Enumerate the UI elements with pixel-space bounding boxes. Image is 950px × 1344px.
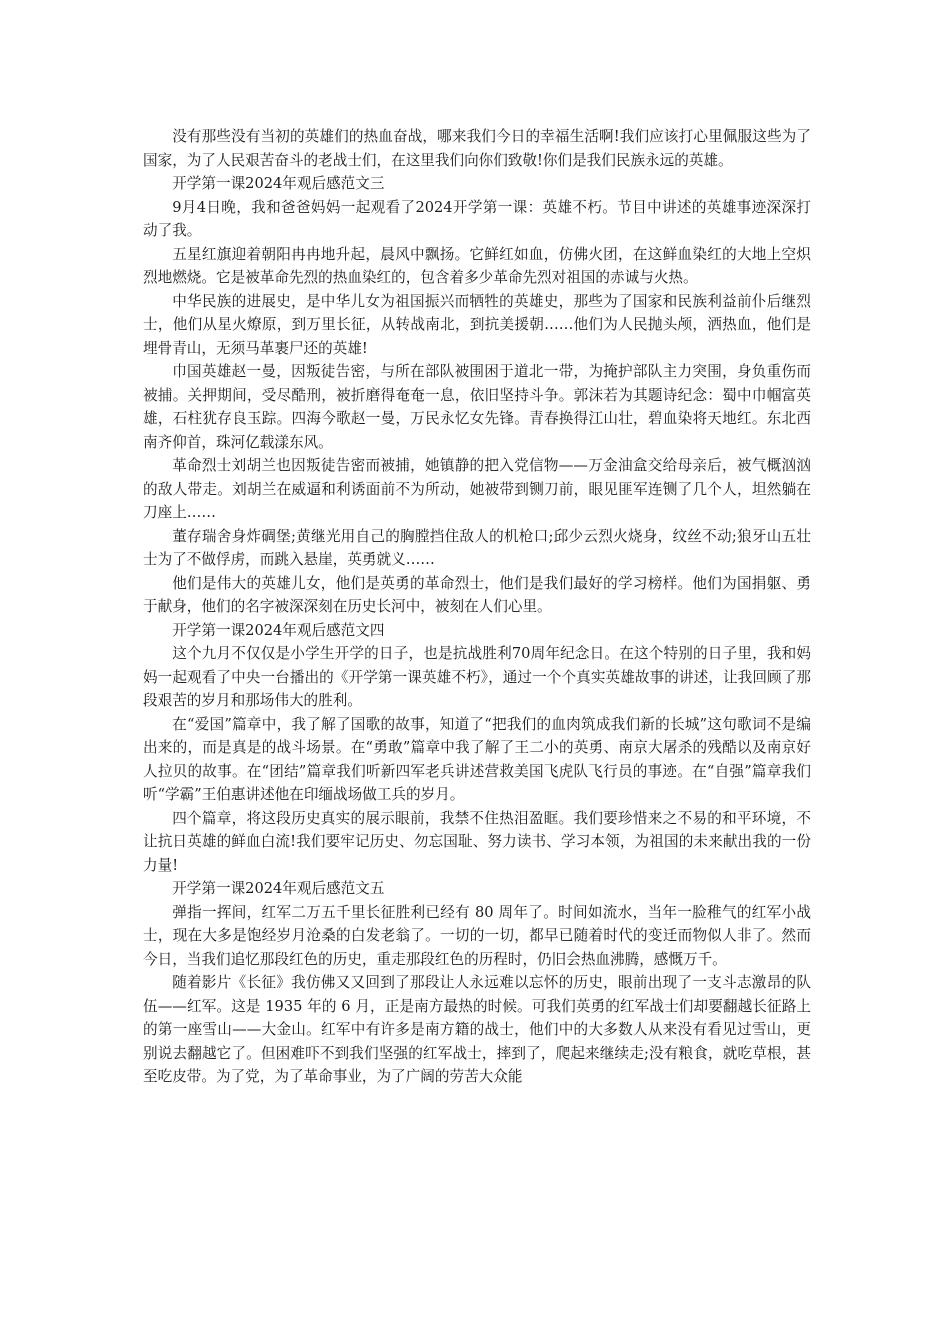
- paragraph: 中华民族的进展史，是中华儿女为祖国振兴而牺牲的英雄史，那些为了国家和民族利益前仆后继烈士，他们从星火燎原，到万里长征，从转战南北，到抗美援朝……他们为人民抛头颅，洒热血，他们是埋骨青山，无须马革裹尸还的英雄!: [143, 292, 811, 357]
- paragraph: 没有那些没有当初的英雄们的热血奋战，哪来我们今日的幸福生活啊!我们应该打心里佩服这些为了国家，为了人民艰苦奋斗的老战士们，在这里我们向你们致敬!你们是我们民族永远的英雄。: [143, 128, 811, 169]
- paragraph: 这个九月不仅仅是小学生开学的日子，也是抗战胜利70周年纪念日。在这个特别的日子里，我和妈妈一起观看了中央一台播出的《开学第一课英雄不朽》，通过一个个真实英雄故事的讲述，让我回顾了那段艰苦的岁月和那场伟大的胜利。: [143, 645, 811, 709]
- paragraph: 随着影片《长征》我仿佛又又回到了那段让人永远难以忘怀的历史，眼前出现了一支斗志激昂的队伍——红军。这是 1935 年的 6 月，正是南方最热的时候。可我们英勇的红军战士们却要翻越长征路上的第一座雪山——大金山。红军中有许多是南方籍的战士，他们中的大多数人从来没有看见过雪山，更别说去翻越它了。但困难吓不到我们坚强的红军战士，摔到了，爬起来继续走;没有粮食，就吃草根，甚至吃皮带。为了党，为了革命事业，为了广阔的劳苦大众能: [143, 974, 811, 1085]
- section-heading: 开学第一课2024年观后感范文三: [172, 175, 385, 192]
- section-heading: 开学第一课2024年观后感范文五: [172, 880, 385, 897]
- paragraph: 他们是伟大的英雄儿女，他们是英勇的革命烈士，他们是我们最好的学习榜样。他们为国捐躯、勇于献身，他们的名字被深深刻在历史长河中，被刻在人们心里。: [143, 574, 811, 615]
- paragraph: 革命烈士刘胡兰也因叛徒告密而被捕，她镇静的把入党信物——万金油盒交给母亲后，被气概汹汹的敌人带走。刘胡兰在威逼和利诱面前不为所动，她被带到铡刀前，眼见匪军连铡了几个人，坦然躺在刀座上……: [143, 457, 811, 521]
- paragraph: 9月4日晚，我和爸爸妈妈一起观看了2024开学第一课：英雄不朽。节目中讲述的英雄事迹深深打动了我。: [143, 198, 811, 239]
- paragraph: 董存瑞舍身炸碉堡;黄继光用自己的胸膛挡住敌人的机枪口;邱少云烈火烧身，纹丝不动;狼牙山五壮士为了不做俘虏，而跳入悬崖，英勇就义……: [143, 527, 811, 568]
- paragraph: 在“爱国”篇章中，我了解了国歌的故事，知道了“把我们的血肉筑成我们新的长城”这句歌词不是编出来的，而是真是的战斗场景。在“勇敢”篇章中我了解了王二小的英勇、南京大屠杀的残酷以及南京好人拉贝的故事。在“团结”篇章我们听新四军老兵讲述营救美国飞虎队飞行员的事迹。在“自强”篇章我们听“学霸”王伯惠讲述他在印缅战场做工兵的岁月。: [143, 715, 811, 803]
- paragraph: 弹指一挥间，红军二万五千里长征胜利已经有 80 周年了。时间如流水，当年一脸稚气的红军小战士，现在大多是饱经岁月沧桑的白发老翁了。一切的一切，都早已随着时代的变迁而物似人非了。然而今日，当我们追忆那段红色的历史，重走那段红色的历程时，仍旧会热血沸腾，感慨万千。: [143, 903, 811, 968]
- paragraph: 巾国英雄赵一曼，因叛徒告密，与所在部队被围困于道北一带，为掩护部队主力突围，身负重伤而被捕。关押期间，受尽酷刑，被折磨得奄奄一息，依旧坚持斗争。郭沫若为其题诗纪念：蜀中巾帼富英雄，石柱犹存良玉踪。四海今歌赵一曼，万民永忆女先锋。青春换得江山壮，碧血染将天地红。东北西南齐仰首，珠河亿载漾东风。: [143, 363, 811, 451]
- section-heading: 开学第一课2024年观后感范文四: [172, 621, 385, 639]
- document-body: [143, 125, 811, 1089]
- paragraph: 五星红旗迎着朝阳冉冉地升起，晨风中飘扬。它鲜红如血，仿佛火团，在这鲜血染红的大地上空炽烈地燃烧。它是被革命先烈的热血染红的，包含着多少革命先烈对祖国的赤诚与火热。: [143, 245, 811, 286]
- paragraph: 四个篇章，将这段历史真实的展示眼前，我禁不住热泪盈眶。我们要珍惜来之不易的和平环境，不让抗日英雄的鲜血白流!我们要牢记历史、勿忘国耻、努力读书、学习本领，为祖国的未来献出我的一份力量!: [143, 809, 811, 874]
